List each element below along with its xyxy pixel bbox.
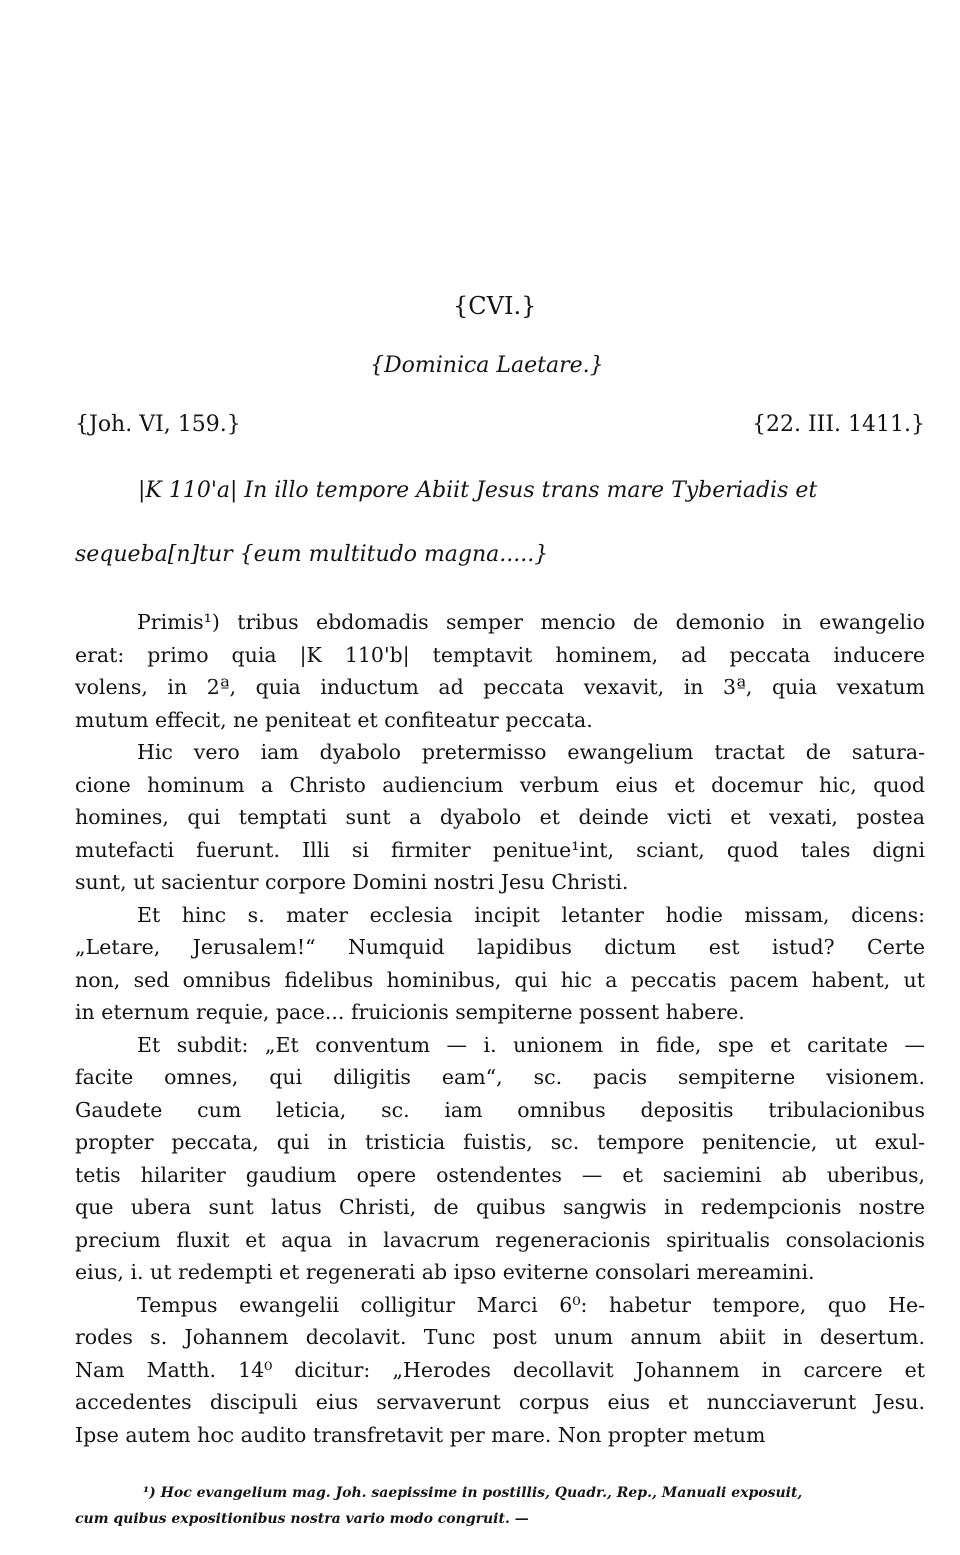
paragraph	[75, 899, 925, 1029]
text-line: Nam Matth. 14⁰ dicitur: „Herodes decollavit Johannem in carcere et	[75, 1357, 925, 1382]
text-line: accedentes discipuli eius servaverunt corpus eius et nuncciaverunt Jesu.	[75, 1390, 925, 1414]
incipit-line-2: sequeba[n]tur {eum multitudo magna.....}	[75, 542, 549, 567]
text-line: Gaudete cum leticia, sc. iam omnibus depositis tribulacionibus	[75, 1097, 925, 1122]
text-line: erat: primo quia |K 110'b| temptavit hominem, ad peccata inducere	[75, 642, 925, 667]
text-line: propter peccata, qui in tristicia fuistis, sc. tempore penitencie, ut exul-	[75, 1130, 925, 1154]
paragraph	[75, 606, 925, 736]
text-line: volens, in 2ª, quia inductum ad peccata vexavit, in 3ª, quia vexatum	[75, 675, 925, 699]
text-line: mutefacti fuerunt. Illi si firmiter penitue¹int, sciant, quod tales digni	[75, 837, 925, 862]
incipit-line-1: |K 110'a| In illo tempore Abiit Jesus trans mare Tyberiadis et	[138, 478, 818, 503]
text-line: sunt, ut sacientur corpore Domini nostri Jesu Christi.	[75, 870, 629, 894]
text-line: Ipse autem hoc audito transfretavit per mare. Non propter metum	[75, 1422, 766, 1447]
text-line: tetis hilariter gaudium opere ostendentes — et saciemini ab uberibus,	[75, 1162, 925, 1187]
footnote-line: cum quibus expositionibus nostra vario modo congruit. —	[75, 1511, 529, 1527]
footnotes	[75, 1480, 935, 1532]
text-line: rodes s. Johannem decolavit. Tunc post unum annum abiit in desertum.	[75, 1325, 925, 1349]
sermon-date: {22. III. 1411.}	[752, 412, 926, 437]
sermon-number-heading: {CVI.}	[453, 292, 537, 320]
text-line: Tempus ewangelii colligitur Marci 6⁰: habetur tempore, quo He-	[137, 1292, 925, 1317]
footnote-line: ¹) Hoc evangelium mag. Joh. saepissime in postillis, Quadr., Rep., Manuali exposuit,	[143, 1485, 803, 1501]
scripture-reference: {Joh. VI, 159.}	[75, 412, 241, 437]
text-line: eius, i. ut redempti et regenerati ab ipso eviterne consolari mereamini.	[75, 1260, 815, 1284]
text-line: homines, qui temptati sunt a dyabolo et deinde victi et vexati, postea	[75, 805, 925, 829]
paragraph	[75, 736, 925, 899]
text-line: cione hominum a Christo audiencium verbum eius et docemur hic, quod	[75, 772, 925, 797]
text-line: que ubera sunt latus Christi, de quibus sangwis in redempcionis nostre	[75, 1195, 925, 1219]
text-line: Et subdit: „Et conventum — i. unionem in fide, spe et caritate —	[137, 1032, 925, 1057]
paragraph	[75, 1029, 925, 1289]
text-line: mutum effecit, ne peniteat et confiteatur peccata.	[75, 707, 593, 732]
text-line: Primis¹) tribus ebdomadis semper mencio de demonio in ewangelio	[137, 610, 925, 634]
paragraph	[75, 1289, 925, 1452]
text-line: precium fluxit et aqua in lavacrum regeneracionis spiritualis consolacionis	[75, 1227, 925, 1252]
sermon-body	[75, 606, 925, 1451]
text-line: „Letare, Jerusalem!“ Numquid lapidibus dictum est istud? Certe	[75, 935, 925, 959]
text-line: non, sed omnibus fidelibus hominibus, qui hic a peccatis pacem habent, ut	[75, 967, 925, 992]
sermon-title: {Dominica Laetare.}	[370, 353, 604, 378]
text-line: in eternum requie, pace... fruicionis sempiterne possent habere.	[75, 1000, 745, 1024]
text-line: Et hinc s. mater ecclesia incipit letanter hodie missam, dicens:	[137, 902, 925, 927]
text-line: facite omnes, qui diligitis eam“, sc. pacis sempiterne visionem.	[75, 1065, 925, 1089]
text-line: Hic vero iam dyabolo pretermisso ewangelium tractat de satura-	[137, 740, 925, 764]
